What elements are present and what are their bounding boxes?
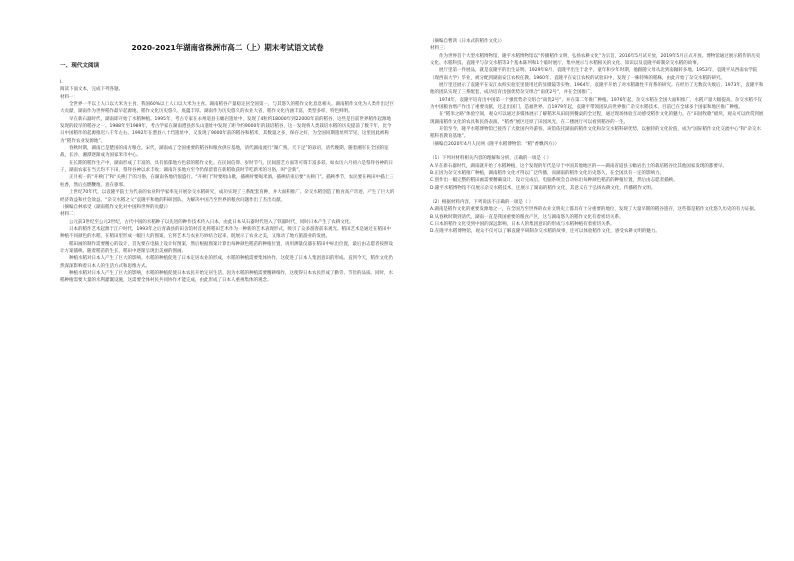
spacer (430, 192, 764, 199)
left-column (60, 36, 395, 285)
section-heading: 一、现代文阅读 (60, 63, 100, 69)
source-note: （摘编自林承受《湖南稻作文化对中国和世界的贡献》） (60, 204, 171, 210)
material-one-label: 材料一： (60, 94, 78, 100)
question-stem: （1）下列对材料相关内容的理解和分析，正确的一项是（ ） (430, 156, 552, 162)
paragraph: 上世纪70年代，以袁隆平院士为代表的农业科学家率先开展杂交水稻研究，成功实现了三系配套育种，并大面积推广。杂交水稻创造了粮食高产奇迹，产生了巨大的经济效益和社会效益。“杂交水稻之父”袁隆平和他的科研团队，为解决中国乃至世界的粮食问题作出了杰出贡献。 (60, 190, 395, 203)
question-option: D.在隆平水稻博物馆，观众不仅可以了解袁隆平研制杂交水稻的故事，还可以体验稻作文化，感受农耕文明的魅力。 (430, 229, 660, 235)
paragraph: 展厅里第一件展品，就是袁隆平的出生证明。1929年8月，袁隆平出生于北平，童年和少年时期，他跟随父母从北到南辗转多地。1953年，袁隆平从西南农学院（现西南大学）毕业，被分配到湖南安江农校任教。1960年，袁隆平在安江农校的试验田中，发现了一株特殊的稻株，由此开始了杂交水稻的研究。 (430, 68, 758, 81)
instruction-text: 阅读下面文本，完成下列各题。 (60, 87, 123, 93)
right-column (430, 38, 764, 236)
question-option: B.从春秋时期到清代，湖南一直是我国重要的粮食产区，这与湖南悠久的稻作文化有着密切关系。 (430, 214, 624, 220)
page-title: 2020-2021年湖南省株洲市高二（上）期末考试语文试卷 (131, 43, 324, 52)
paragraph: 全世界一半以上人口以大米为主食，我国60%以上人口以大米为主食。湖南稻谷产量稳定居全国第一，与其悠久的稻作文化息息相关。湖南稻作文化为人类作出过巨大贡献，湖南作为世界稻作最早起源地，稻作文化历史悠久、底蕴丰厚。湖南作为历史悠久的农业大省，稻作文化内涵丰富，类型多样，特色鲜明。 (60, 102, 394, 115)
source-note: （摘编自2020年4月人民网《隆平水稻博物馆：“稻”香飘四方》） (430, 141, 560, 147)
paragraph: 公元前3世纪至公元2世纪，古代中国的水稻种子以先进的种作技术传入日本，由此日本从石器时代进入了铁器时代，同时日本产生了农耕文化。 (69, 219, 354, 225)
paragraph: 日本的稻作艺术起源于江户时代，1993年之后青森县的田舍馆村首先将稻田艺术作为一种新的艺术表现形式，吸引了众多游客前来观光。稻田艺术是通过在稻田中种植不同颜色的水稻，在稻田里形成一幅巨大的图案，它将艺术与农业巧妙结合起来，既展示了农业之美，又推动了地方旅游业的发展。 (60, 226, 391, 240)
paragraph: 在“稻米之路”体验空间，观众可以通过多媒体展示了解稻米从田间到餐桌的全过程，通过现场体验互动感受稻作文化的魅力。在“田园牧歌”板块，观众可以欣赏到展现湖南稻作文化的农具和民俗表演，“稻香”展区还原了田园风光，在二楼展厅可以看到稻谷的一生。 (430, 112, 764, 125)
question-option: C.创作出一幅完整的稻田画需要精确设计，设计完成后，电脑系统会自动标出每种颜色稻苗的种植位置，然后由志愿者插秧。 (430, 178, 678, 184)
paragraph: 正月初一的“开秧门”和“关秧门”的习俗，在湖南各地仍很盛行。“开秧门”时要唱山歌，插秧时要喝米酒，插秧结束后要“关秧门”。插秧季节，农民要在秧田中插上三柱香，然后点燃鞭炮，意在驱邪。 (60, 175, 394, 188)
material-three-label: 材料三： (430, 46, 448, 52)
question-option: A.早在新石器时代，湖南就开始了水稻种植，这个发现的年代是早于中国其他地区的——湖南省道县玉蟾岩出土的栽培稻谷比其他国家发现的都要早。 (430, 163, 727, 169)
paragraph: 作为世界首个大型水稻博物馆，隆平水稻博物馆以“传播稻作文明，弘扬农耕文化”为宗旨，2016年5月试开放，2019年5月正式开放。博物馆通过展示稻作的历史文化、水稻科技、袁隆平与杂交水稻等3个基本陈列和1个临时展厅，集中展示与水稻相关的文化、知识以及袁隆平研制杂交水稻的故事。 (430, 53, 761, 67)
question-option: D.隆平水稻博物馆不仅展示杂交水稻技术，还展示了湖南的稻作文化，其意义在于弘扬农耕文化，传播稻作文明。 (430, 185, 656, 191)
spacer (430, 148, 764, 155)
paragraph: 1974年，袁隆平培育出中国第一个强优势杂交组合“南优2号”，并在第二年推广种植。1976年起，杂交水稻在全国大面积推广，水稻产量大幅提高。杂交水稻不仅为中国粮食增产作出了重要贡献，还走出国门，造福世界。自1979年起，袁隆平带领团队向世界推广杂交水稻技术，目前已在全球多个国家和地区推广种植。 (430, 97, 762, 111)
roman-numeral: I. (60, 80, 63, 85)
material-two-label: 材料二： (60, 212, 78, 218)
question-option: B.正因为杂交水稻推广种植，湖南稻作文化才得以广泛传播，而湖南的稻作文化历史悠久，在全国具有一定的影响力。 (430, 170, 665, 176)
paragraph: 稻田画的制作需要精心的设计，首先要在电脑上设计好图案，然后根据图案计算出每种颜色稻苗的种植位置，再用测量仪器在稻田中标出位置，最后由志愿者按照设计方案插秧。随着稻苗的生长，稻田中逐渐呈现出美丽的图画。 (60, 241, 393, 254)
question-option: C.日本的稻作文化受到中国的深远影响，日本人的集团意识的形成与水稻种植有着密切关系。 (430, 221, 615, 227)
paragraph: 在长期的稻作生产中，湖南形成了丰富的、具有浓郁地方色彩的稻作文化。在民间信仰、岁时节气、民间游艺方面等可谓丰富多彩。如农历六月初六是祭拜谷神的日子，湖南农家在当天均不下田，祭拜谷神以求丰收；湖南许多地方至今仍保留着在新稻收获时节吃新米的习俗，叫“尝新”。 (60, 160, 393, 174)
question-stem: （2）根据材料内容，下列说法不正确的一项是（ ） (430, 199, 534, 205)
source-note: （摘编自曹鸿《日本式的稻作文化》） (430, 39, 505, 44)
paragraph: 早在新石器时代，湖南即开始了水稻种植。1995年，考古专家在永州道县玉蟾岩遗址中，发现了4粒约18000年到22000年前的稻谷，这些是目前世界稻作起源地发现的较早的稻谷之一。1988年至1989年，考古学家在湖南澧县彭头山遗址中发现了距今约9000年的栽培稻谷，这一发现将人类栽培水稻的历史提前了数千年，比今日中国稻作的起源推迟八千年左右。1992年在澧县八十垱遗址中，又发现了9000年前的稻谷和稻米，其数量之多，保存之好，为全国同期遗址所罕见，这里因此被称为“稻作农业发源地”。 (60, 116, 392, 144)
paragraph: 种植水稻对日本人产生了巨大的影响。水稻的种植促进了日本定居农业的形成，水稻的种植需要集体协作，这促进了日本人集团意识的形成。直到今天，稻作文化仍然深深影响着日本人的生活方式和思维方式。 (60, 256, 393, 269)
question-option: A.湖南是稻作文化的重要发源地之一，在全国乃至世界的农业文明史上都具有十分重要的地位，发现了大量早期的稻谷遗存，这些都是稻作文化悠久历史的有力证据。 (430, 207, 759, 213)
paragraph: 春秋时期，湖南已是楚国的南方粮仓。宋代，湖南成了全国重要的稻谷和粮食供应基地，清代湖南流行“湖广熟，天下足”的谚语，清代晚期，随着湘军在全国的征战，长沙、湘潭逐渐成为国家米市中心。 (60, 146, 389, 159)
paragraph: 展厅里还展示了袁隆平在安江农校实验室里使用过的显微镜等实物。1964年，袁隆平开始了对水稻雄性不育系的研究。在经历了无数次失败后，1973年，袁隆平和他的团队实现了三系配套，成功培育出强优势杂交组合“南优2号”，并在全国推广。 (430, 83, 764, 96)
paragraph: 种植水稻对日本人产生了巨大的影响，水稻的种植促使日本农民开始定居生活。因为水稻的种植需要精耕细作，这使得日本农民形成了勤劳、节俭的品质。同时，水稻种植需要大量的水利灌溉设施，这需要全体村民共同协作才能完成，由此形成了日本人重视集体的观念。 (60, 270, 393, 284)
paragraph: 开馆至今，隆平水稻博物馆已接待了大批国内外游客。该馆依托湖南的稻作文化和杂交水稻科研优势，以独特的文化价值，成为“国际稻作文化交流中心”和“杂交水稻科普教育基地”。 (430, 127, 761, 140)
